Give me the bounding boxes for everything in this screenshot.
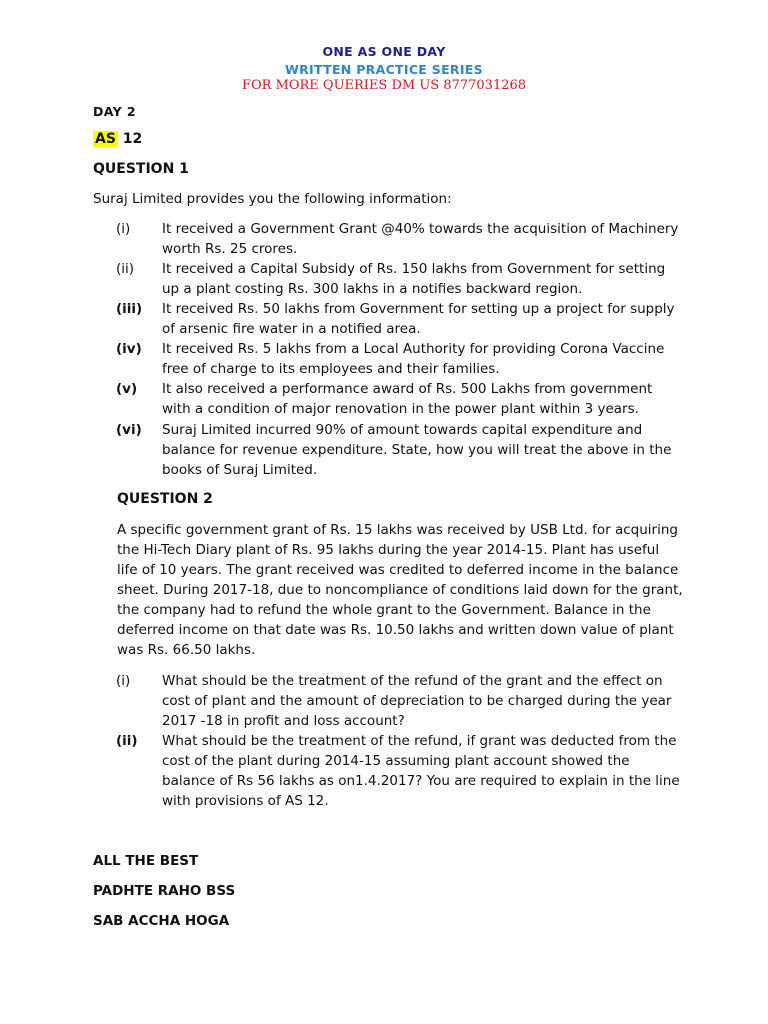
q2-item-2-text: What should be the treatment of the refund, if grant was deducted from the cost of the plant during 2014-15 assuming plant account showed the balance of Rs 56 lakhs as on1.4.2017? You are required to explain in the line with provisions of AS 12. (162, 733, 680, 809)
question-1-intro: Suraj Limited provides you the following information: (93, 191, 452, 207)
closing-line-1: ALL THE BEST (93, 853, 199, 869)
q1-item-3-number: (iii) (116, 301, 143, 317)
q2-item-1-number: (i) (116, 673, 131, 689)
as-number: 12 (117, 131, 143, 147)
q1-item-5-text: It also received a performance award of Rs. 500 Lakhs from government with a condition of major renovation in the power plant within 3 years. (162, 381, 653, 417)
q2-item-2-number: (ii) (116, 733, 138, 749)
q2-paragraph-line: life of 10 years. The grant received was credited to deferred income in the balance (117, 562, 679, 578)
q1-item-1-number: (i) (116, 221, 131, 237)
q1-item-2-number: (ii) (116, 261, 135, 277)
as-heading (93, 130, 142, 148)
q2-paragraph-line: A specific government grant of Rs. 15 lakhs was received by USB Ltd. for acquiring (117, 522, 678, 538)
day-label: DAY 2 (93, 104, 136, 119)
q1-item-3-text: It received Rs. 50 lakhs from Government for setting up a project for supply of arsenic fire water in a notified area. (162, 301, 675, 337)
closing-line-2: PADHTE RAHO BSS (93, 883, 236, 899)
series-title: ONE AS ONE DAY (322, 44, 446, 59)
as-label-highlight: AS (95, 131, 116, 147)
q1-item-4-text: It received Rs. 5 lakhs from a Local Authority for providing Corona Vaccine free of charge to its employees and their families. (162, 341, 665, 377)
q1-item-2-text: It received a Capital Subsidy of Rs. 150 lakhs from Government for setting up a plant costing Rs. 300 lakhs in a notifies backward region. (162, 261, 666, 297)
series-subtitle: WRITTEN PRACTICE SERIES (285, 62, 483, 77)
question-1-title: QUESTION 1 (93, 161, 189, 177)
q2-paragraph-line: the company had to refund the whole grant to the Government. Balance in the (117, 602, 651, 618)
q2-paragraph-line: the Hi-Tech Diary plant of Rs. 95 lakhs during the year 2014-15. Plant has useful (117, 542, 660, 558)
contact-line: FOR MORE QUERIES DM US 8777031268 (241, 78, 527, 93)
question-2-title: QUESTION 2 (117, 491, 213, 507)
q1-item-6-number: (vi) (116, 422, 142, 438)
q1-item-4-number: (iv) (116, 341, 142, 357)
q1-item-5-number: (v) (116, 381, 138, 397)
q2-paragraph-line: was Rs. 66.50 lakhs. (117, 642, 256, 658)
q2-paragraph-line: deferred income on that date was Rs. 10.50 lakhs and written down value of plant (117, 622, 674, 638)
q2-paragraph-line: sheet. During 2017-18, due to noncompliance of conditions laid down for the grant, (117, 582, 683, 598)
q2-item-1-text: What should be the treatment of the refund of the grant and the effect on cost of plant and the amount of depreciation to be charged during the year 2017 -18 in profit and loss account? (162, 673, 672, 729)
q1-item-1-text: It received a Government Grant @40% towards the acquisition of Machinery worth Rs. 25 crores. (162, 221, 679, 257)
closing-line-3: SAB ACCHA HOGA (93, 913, 230, 929)
q1-item-6-text: Suraj Limited incurred 90% of amount towards capital expenditure and balance for revenue expenditure. State, how you will treat the above in the books of Suraj Limited. (162, 422, 672, 478)
